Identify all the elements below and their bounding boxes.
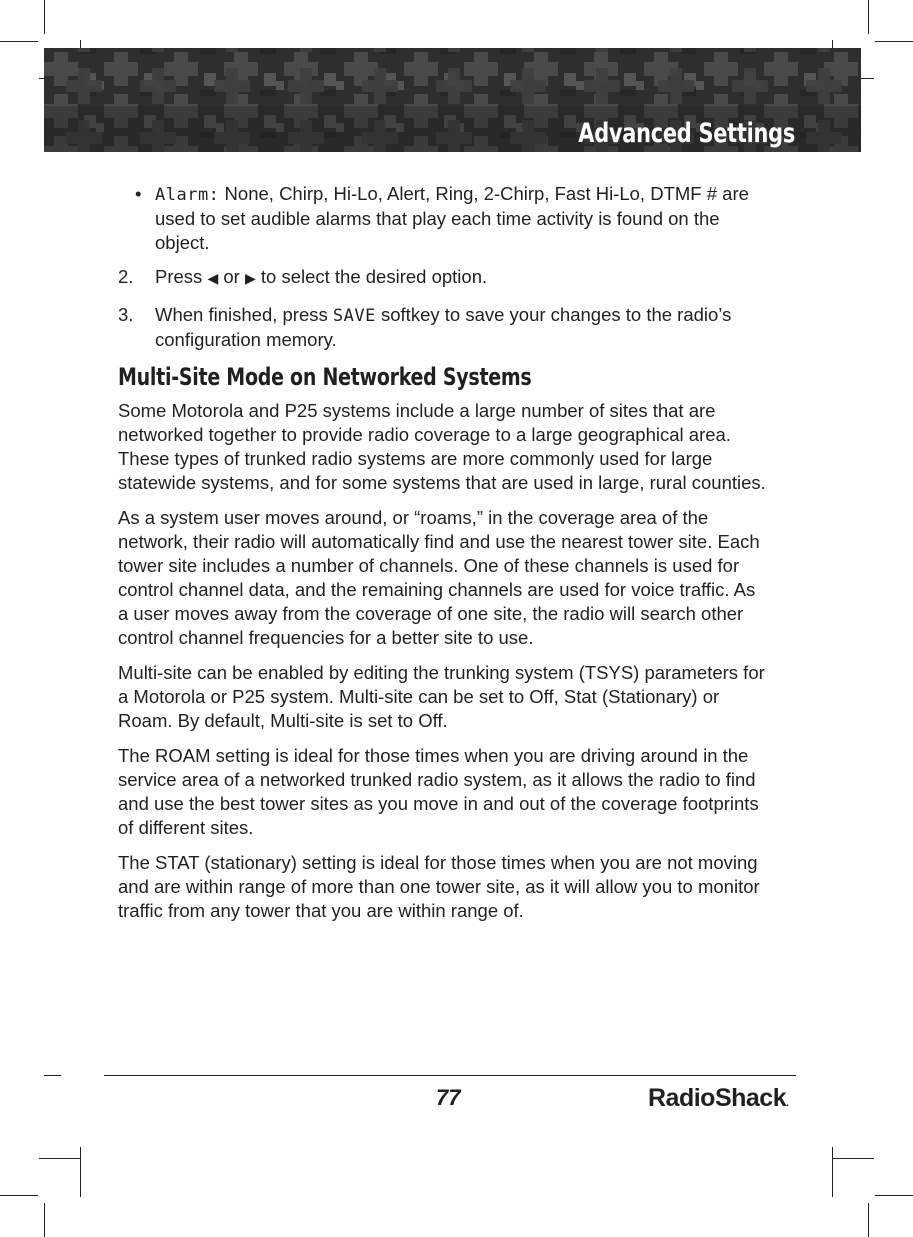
header-banner <box>44 48 861 152</box>
lcd-softkey: SAVE <box>332 306 376 326</box>
brand-mark: . <box>786 1098 789 1109</box>
step-text: softkey to save your changes to the radio’s configuration memory. <box>155 304 732 350</box>
crop-mark <box>0 1195 38 1196</box>
crop-mark <box>80 1147 81 1197</box>
page-number: 77 <box>436 1085 461 1110</box>
crop-mark <box>44 1203 45 1237</box>
crop-mark <box>868 0 869 34</box>
left-arrow-icon: ◀ <box>207 270 219 286</box>
step-number: 2. <box>118 266 134 287</box>
crop-mark <box>868 1203 869 1237</box>
crop-mark <box>832 1158 874 1159</box>
brand-name: RadioShack <box>648 1084 787 1112</box>
crop-mark <box>39 1158 81 1159</box>
step-item <box>118 303 768 352</box>
lcd-keyword: Alarm: <box>155 185 220 205</box>
paragraph: Some Motorola and P25 systems include a large number of sites that are networked together to provide radio coverage to a large geographical area. These types of trunked radio systems are more commonly used for large statewide systems, and for some systems that are used in large, rural counties. <box>118 400 766 493</box>
bullet-text: None, Chirp, Hi-Lo, Alert, Ring, 2-Chirp, Fast Hi-Lo, DTMF # are used to set audible alarms that play each time activity is found on the object. <box>155 183 749 253</box>
crop-mark <box>44 0 45 34</box>
crop-mark <box>875 1195 913 1196</box>
step-text: Press <box>155 266 208 287</box>
paragraph: Multi-site can be enabled by editing the trunking system (TSYS) parameters for a Motorola or P25 system. Multi-site can be set to Off, Stat (Stationary) or Roam. By default, Multi-site is set to Off. <box>118 662 765 731</box>
crop-mark <box>832 1147 833 1197</box>
step-text: or <box>218 266 245 287</box>
footer-divider <box>104 1075 796 1076</box>
paragraph: The STAT (stationary) setting is ideal for those times when you are not moving and are within range of more than one tower site, as it will allow you to monitor traffic from any tower that you are within range of. <box>118 852 760 921</box>
crop-mark <box>0 41 38 42</box>
step-text: to select the desired option. <box>255 266 488 287</box>
page-title: Advanced Settings <box>578 118 795 149</box>
paragraph: As a system user moves around, or “roams,” in the coverage area of the network, their radio will automatically find and use the nearest tower site. Each tower site includes a number of channels. One of these channels is used for control channel data, and the remaining channels are used for voice traffic. As a user moves away from the coverage of one site, the radio will search other control channel frequencies for a better site to use. <box>118 507 760 648</box>
paragraph: The ROAM setting is ideal for those times when you are driving around in the service area of a networked trunked radio system, as it allows the radio to find and use the best tower sites as you move in and out of the coverage footprints of different sites. <box>118 745 759 838</box>
step-number: 3. <box>118 304 134 325</box>
step-text: When finished, press <box>155 304 333 325</box>
list-item <box>118 182 768 255</box>
brand-logo <box>648 1084 788 1113</box>
main-content <box>118 182 768 934</box>
section-heading: Multi-Site Mode on Networked Systems <box>118 363 532 391</box>
step-item <box>118 265 768 290</box>
bullet-icon: • <box>135 183 142 204</box>
right-arrow-icon: ▶ <box>244 270 256 286</box>
crop-mark <box>875 41 913 42</box>
crop-mark <box>44 1075 61 1076</box>
